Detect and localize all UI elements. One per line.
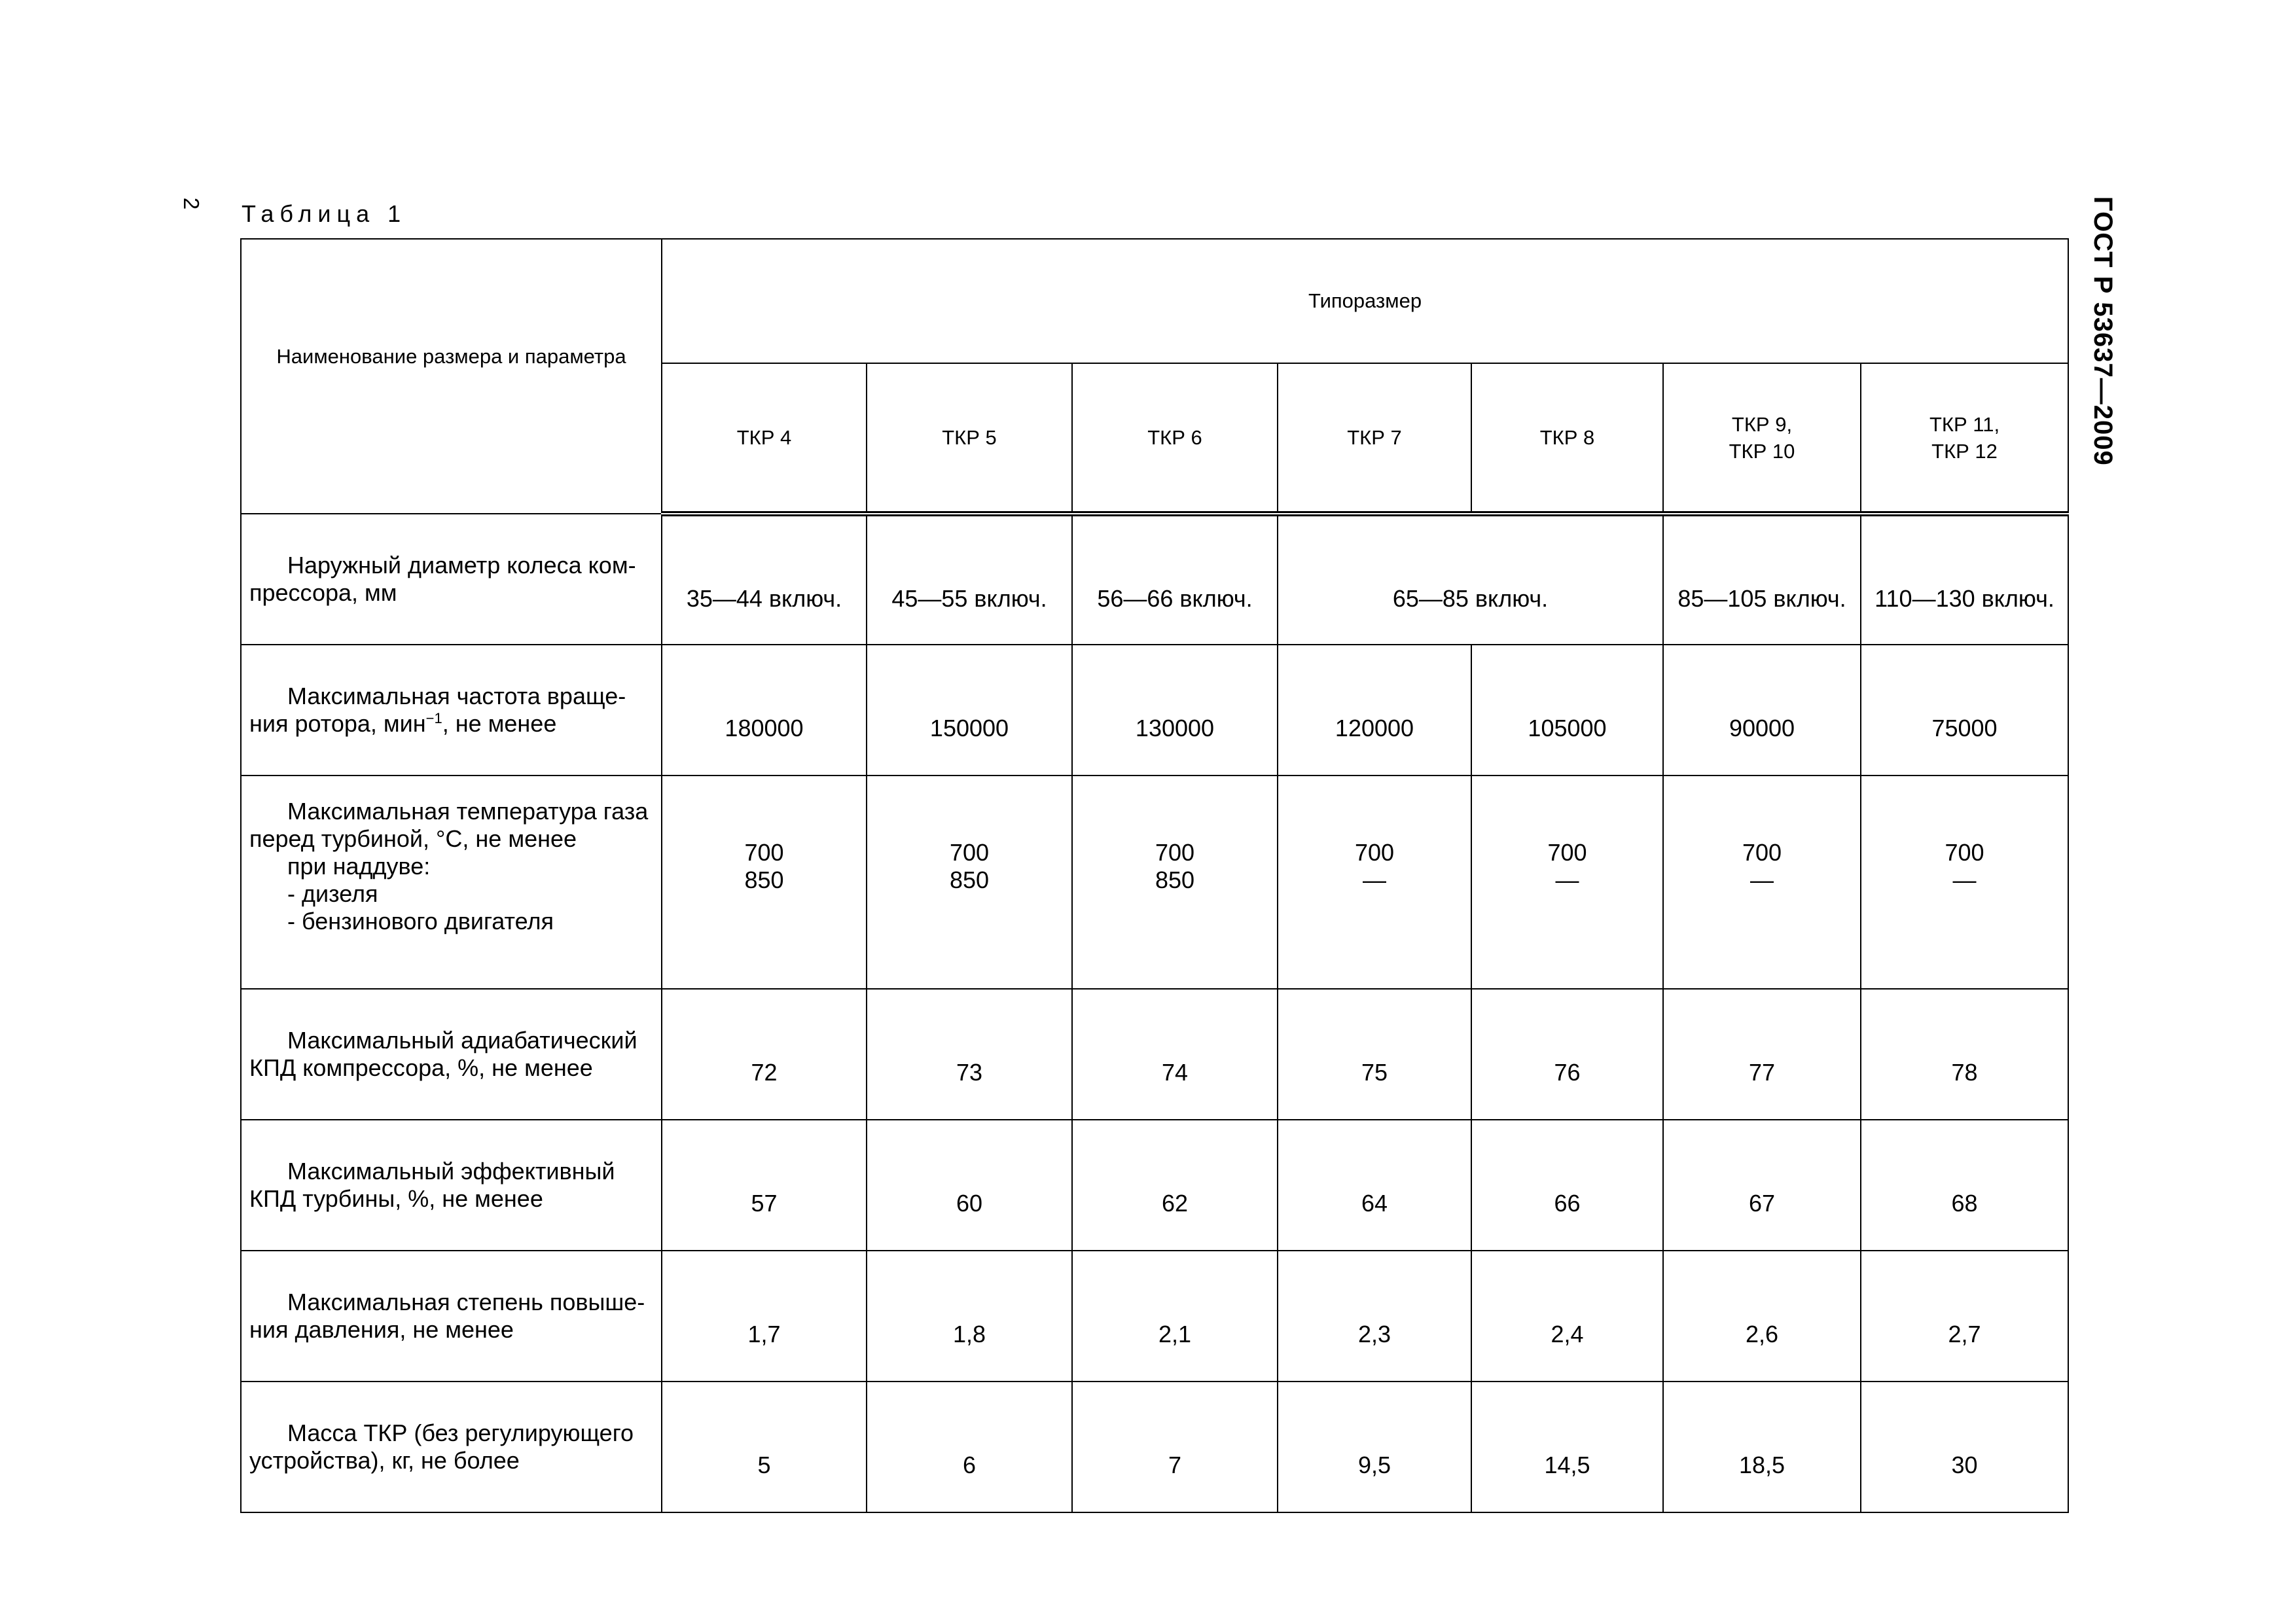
table-cell: 76 xyxy=(1471,989,1663,1120)
table-cell: 110—130 включ. xyxy=(1861,514,2068,645)
table-cell: 18,5 xyxy=(1663,1382,1861,1512)
table-cell: 30 xyxy=(1861,1382,2068,1512)
column-header: ТКР 4 xyxy=(662,363,867,514)
column-header: ТКР 9, ТКР 10 xyxy=(1663,363,1861,514)
table-cell: 1,7 xyxy=(662,1251,867,1382)
table-cell: 57 xyxy=(662,1120,867,1251)
table-cell: 2,3 xyxy=(1278,1251,1471,1382)
parameter-name: Масса ТКР (без регулирующего устройства), кг, не более xyxy=(241,1382,662,1512)
table-cell: 9,5 xyxy=(1278,1382,1471,1512)
table-cell: 14,5 xyxy=(1471,1382,1663,1512)
table-cell: 65—85 включ. xyxy=(1278,514,1663,645)
column-header: ТКР 5 xyxy=(867,363,1072,514)
table-cell: 45—55 включ. xyxy=(867,514,1072,645)
table-cell: 700 850 xyxy=(662,776,867,989)
table-cell: 7 xyxy=(1072,1382,1278,1512)
table-cell: 2,6 xyxy=(1663,1251,1861,1382)
header-row-top xyxy=(241,239,2068,363)
table-cell: 180000 xyxy=(662,645,867,776)
table-cell: 120000 xyxy=(1278,645,1471,776)
table-cell: 700 — xyxy=(1663,776,1861,989)
table-cell: 72 xyxy=(662,989,867,1120)
column-header: ТКР 6 xyxy=(1072,363,1278,514)
table-row xyxy=(241,1120,2068,1251)
parameter-name: Максимальная частота враще- ния ротора, мин$^{-1}$, не менее xyxy=(241,645,662,776)
table-cell: 68 xyxy=(1861,1120,2068,1251)
standard-designation: ГОСТ Р 53637—2009 xyxy=(2089,196,2117,466)
table-row xyxy=(241,514,2068,645)
table-cell: 90000 xyxy=(1663,645,1861,776)
table-cell: 75000 xyxy=(1861,645,2068,776)
table-cell: 73 xyxy=(867,989,1072,1120)
column-header: ТКР 11, ТКР 12 xyxy=(1861,363,2068,514)
table-cell: 2,7 xyxy=(1861,1251,2068,1382)
table-cell: 1,8 xyxy=(867,1251,1072,1382)
table-row xyxy=(241,645,2068,776)
parameter-name: Максимальная температура газа перед турбиной, °С, не менее при наддуве: - дизеля - бензинового двигателя xyxy=(241,776,662,989)
table-cell: 6 xyxy=(867,1382,1072,1512)
specification-table xyxy=(240,238,2069,1513)
table-cell: 77 xyxy=(1663,989,1861,1120)
column-header: ТКР 7 xyxy=(1278,363,1471,514)
table-row xyxy=(241,776,2068,989)
typesize-header: Типоразмер xyxy=(662,239,2068,363)
table-cell: 2,4 xyxy=(1471,1251,1663,1382)
corner-header: Наименование размера и параметра xyxy=(241,239,662,514)
parameter-name: Максимальный адиабатический КПД компрессора, %, не менее xyxy=(241,989,662,1120)
table-cell: 130000 xyxy=(1072,645,1278,776)
table-cell: 66 xyxy=(1471,1120,1663,1251)
table-cell: 2,1 xyxy=(1072,1251,1278,1382)
table-cell: 67 xyxy=(1663,1120,1861,1251)
parameter-name: Максимальный эффективный КПД турбины, %, не менее xyxy=(241,1120,662,1251)
table-row xyxy=(241,989,2068,1120)
table-caption: Таблица 1 xyxy=(242,200,407,227)
table-cell: 700 850 xyxy=(867,776,1072,989)
table-cell: 60 xyxy=(867,1120,1072,1251)
table-cell: 64 xyxy=(1278,1120,1471,1251)
column-header: ТКР 8 xyxy=(1471,363,1663,514)
table-cell: 150000 xyxy=(867,645,1072,776)
table-row xyxy=(241,1382,2068,1512)
table-cell: 85—105 включ. xyxy=(1663,514,1861,645)
table-cell: 62 xyxy=(1072,1120,1278,1251)
table-cell: 700 850 xyxy=(1072,776,1278,989)
table-cell: 74 xyxy=(1072,989,1278,1120)
table-cell: 700 — xyxy=(1861,776,2068,989)
table-cell: 56—66 включ. xyxy=(1072,514,1278,645)
table-cell: 35—44 включ. xyxy=(662,514,867,645)
table-cell: 78 xyxy=(1861,989,2068,1120)
table-cell: 105000 xyxy=(1471,645,1663,776)
page-number: 2 xyxy=(179,197,204,210)
parameter-name: Максимальная степень повыше- ния давления, не менее xyxy=(241,1251,662,1382)
table-cell: 700 — xyxy=(1471,776,1663,989)
table-row xyxy=(241,1251,2068,1382)
table-cell: 700 — xyxy=(1278,776,1471,989)
parameter-name: Наружный диаметр колеса ком- прессора, мм xyxy=(241,514,662,645)
table-cell: 5 xyxy=(662,1382,867,1512)
table-cell: 75 xyxy=(1278,989,1471,1120)
